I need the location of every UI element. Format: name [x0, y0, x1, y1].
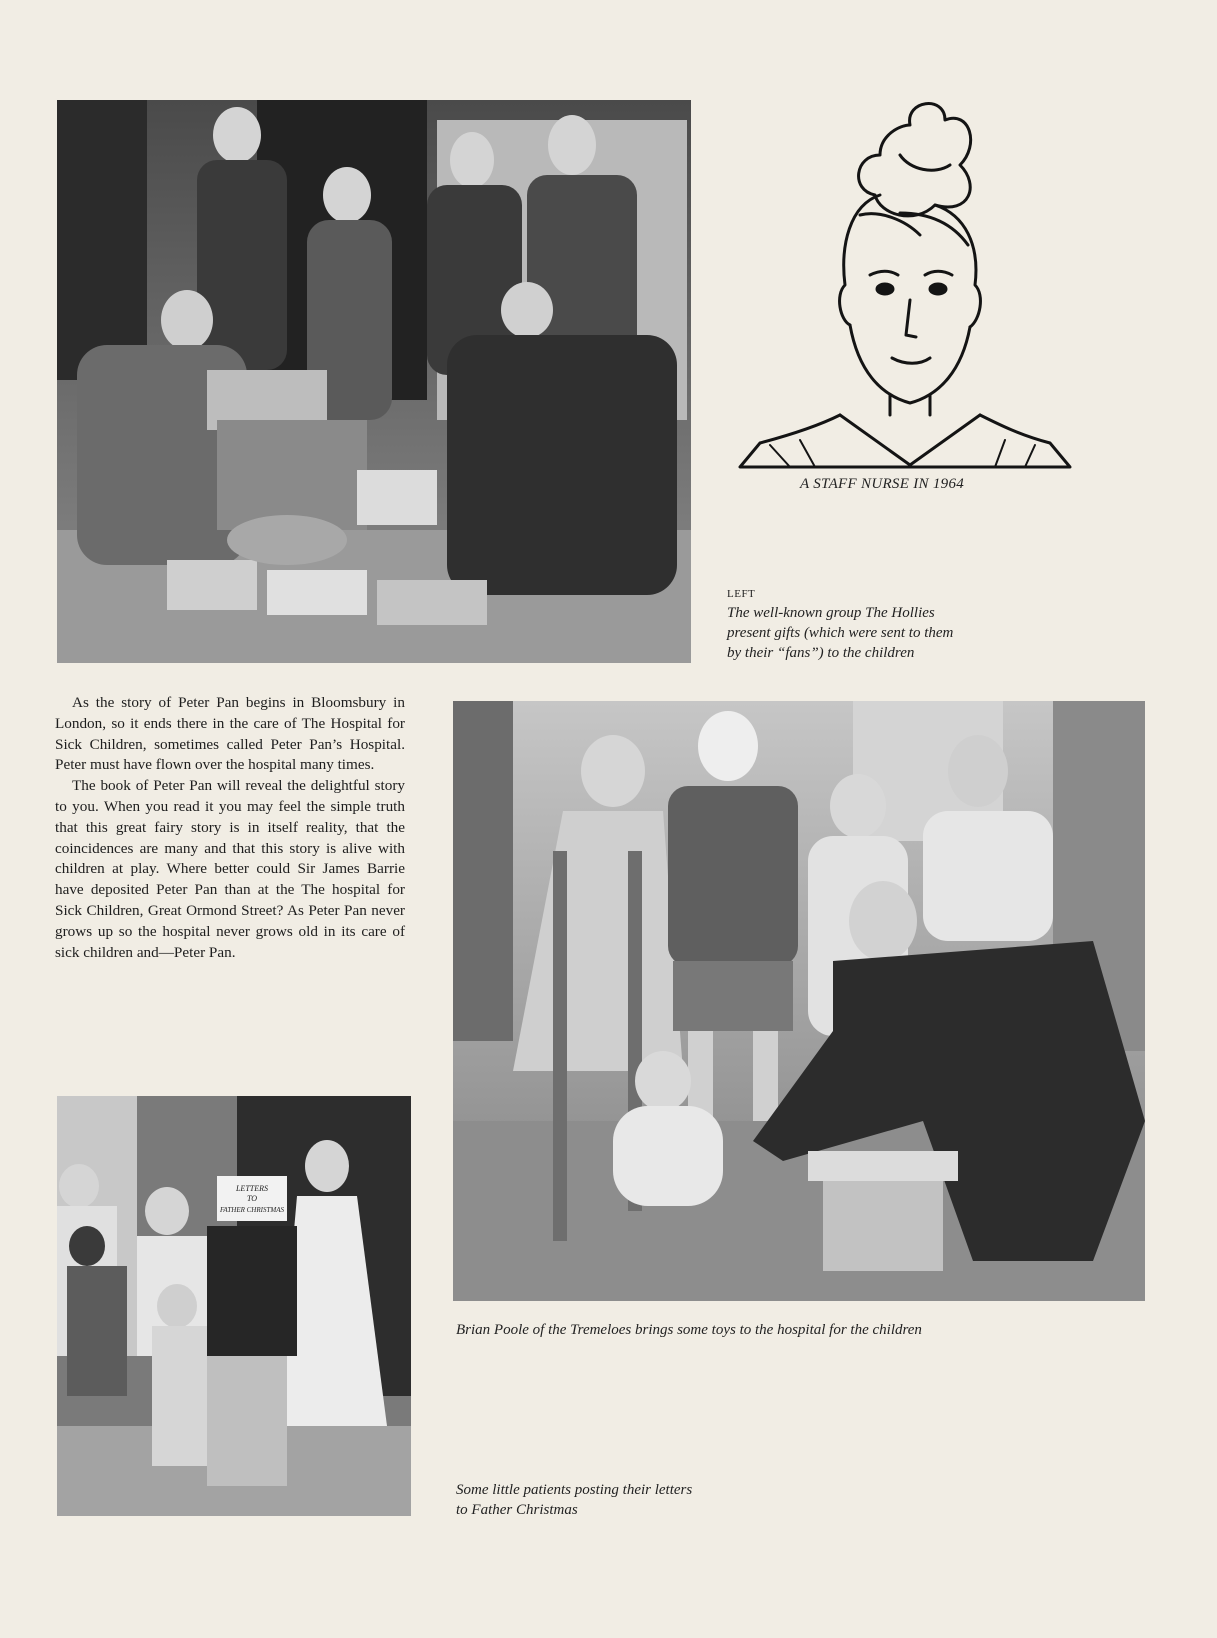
letters-sign-line: FATHER CHRISTMAS — [220, 1206, 284, 1214]
staff-nurse-drawing — [730, 95, 1080, 470]
hollies-caption-label: LEFT — [727, 588, 756, 600]
letters-sign-line: TO — [246, 1194, 258, 1203]
tremeloes-caption: Brian Poole of the Tremeloes brings some toys to the hospital for the children — [456, 1322, 922, 1338]
father-christmas-photo — [57, 1096, 411, 1516]
article-body — [55, 693, 405, 963]
tremeloes-photo — [453, 701, 1145, 1301]
hollies-photo-image — [57, 100, 691, 663]
article-paragraph: The book of Peter Pan will reveal the delightful story to you. When you read it you may feel the simple truth that this great fairy story is in itself reality, that the coincidences are many and that this story is alive with children at play. Where better could Sir James Barrie have deposited Peter Pan than at the The hospital for Sick Children, Great Ormond Street? As Peter Pan never grows up so the hospital never grows old in its care of sick children and—Peter Pan. — [55, 777, 405, 961]
hollies-caption-line: present gifts (which were sent to them — [727, 625, 954, 641]
hollies-photo — [57, 100, 691, 663]
father-christmas-caption-line: Some little patients posting their letters — [456, 1482, 693, 1498]
hollies-caption-line: by their “fans”) to the children — [727, 645, 915, 661]
article-paragraph: As the story of Peter Pan begins in Bloomsbury in London, so it ends there in the care of The Hospital for Sick Children, sometimes called Peter Pan’s Hospital. Peter must have flown over the hospital many times. — [55, 694, 405, 774]
father-christmas-caption — [456, 1480, 776, 1520]
hollies-caption — [727, 603, 1027, 663]
hollies-caption-line: The well-known group The Hollies — [727, 605, 935, 621]
father-christmas-photo-image — [57, 1096, 411, 1516]
staff-nurse-caption: A STAFF NURSE IN 1964 — [800, 476, 965, 492]
father-christmas-caption-line: to Father Christmas — [456, 1502, 578, 1518]
letters-sign-line: LETTERS — [235, 1184, 269, 1193]
tremeloes-photo-image — [453, 701, 1145, 1301]
